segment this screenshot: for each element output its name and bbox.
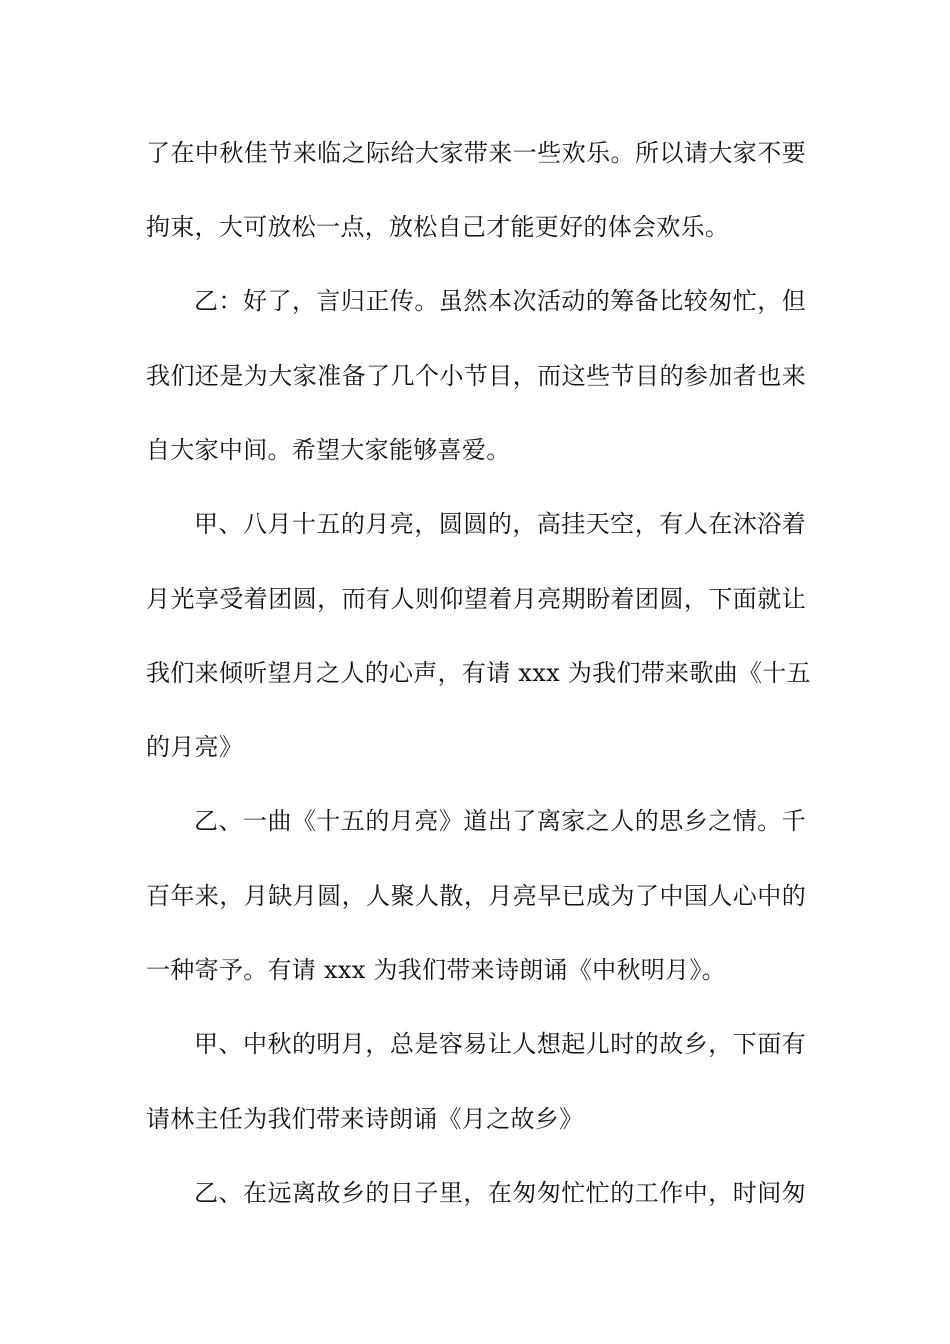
text-line: 拘束，大可放松一点，放松自己才能更好的体会欢乐。 xyxy=(146,213,730,241)
text-line: 请林主任为我们带来诗朗诵《月之故乡》 xyxy=(146,1105,584,1133)
text-line: 了在中秋佳节来临之际给大家带来一些欢乐。所以请大家不要 xyxy=(146,139,806,167)
text-line: 一种寄予。有请 xxx 为我们带来诗朗诵《中秋明月》。 xyxy=(146,956,726,984)
paragraph-start-line: 乙：好了，言归正传。虽然本次活动的筹备比较匆忙，但 xyxy=(194,287,806,315)
text-line: 的月亮》 xyxy=(146,733,244,761)
text-line: 自大家中间。希望大家能够喜爱。 xyxy=(146,436,511,464)
text-line: 我们还是为大家准备了几个小节目，而这些节目的参加者也来 xyxy=(146,362,806,390)
paragraph-start-line: 乙、一曲《十五的月亮》道出了离家之人的思乡之情。千 xyxy=(194,807,806,835)
paragraph-start-line: 甲、八月十五的月亮，圆圆的，高挂天空，有人在沐浴着 xyxy=(194,510,806,538)
paragraph-start-line: 甲、中秋的明月，总是容易让人想起儿时的故乡，下面有 xyxy=(194,1030,806,1058)
paragraph-start-line: 乙、在远离故乡的日子里，在匆匆忙忙的工作中，时间匆 xyxy=(194,1179,806,1207)
text-line: 百年来，月缺月圆，人聚人散，月亮早已成为了中国人心中的 xyxy=(146,882,806,910)
text-line: 我们来倾听望月之人的心声，有请 xxx 为我们带来歌曲《十五 xyxy=(146,659,811,687)
text-line: 月光享受着团圆，而有人则仰望着月亮期盼着团圆，下面就让 xyxy=(146,585,806,613)
